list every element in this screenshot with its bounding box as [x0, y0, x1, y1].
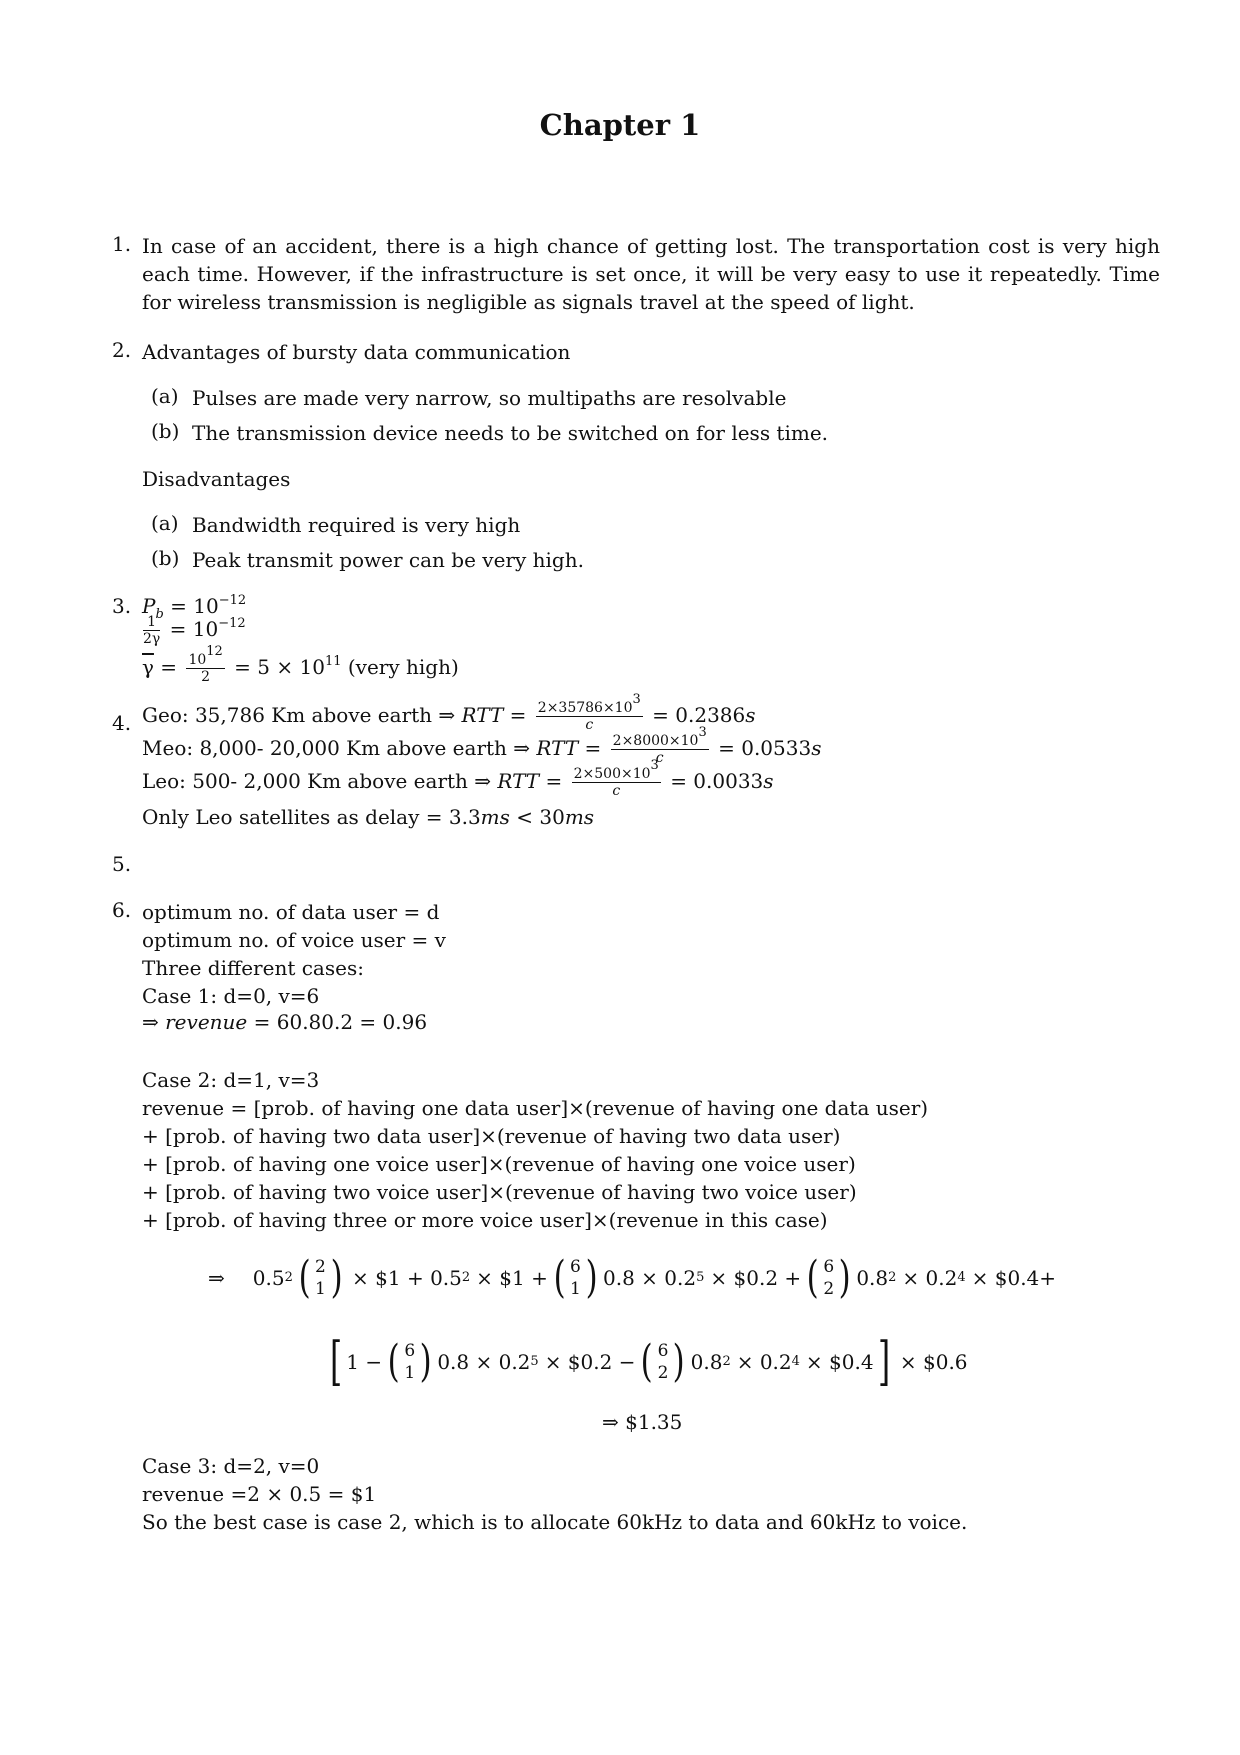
- q6-equation-row-2: [ 1 − ( 6 1 ) 0.8 × 0.2 5 × $0.2 − ( 6 2 ) 0.8 2 × 0.2 4 × $0.4 ] × $0.6: [330, 1332, 968, 1392]
- q4-leo-line: Leo: 500- 2,000 Km above earth ⇒ RTT = $\frac{2\times 500\times 10^3}{c}$ = 0.0033s: [142, 758, 774, 799]
- q6-case2-heading: Case 2: d=1, v=3: [142, 1068, 320, 1092]
- q6-conclusion: So the best case is case 2, which is to allocate 60kHz to data and 60kHz to voice.: [142, 1510, 968, 1534]
- q4-conclusion: Only Leo satellites as delay = 3.3ms < 30ms: [142, 805, 595, 829]
- q6-number: 6.: [112, 898, 132, 922]
- q6-case3-heading: Case 3: d=2, v=0: [142, 1454, 320, 1478]
- q4-geo-line: Geo: 35,786 Km above earth ⇒ RTT = $\frac{2\times 35786\times 10^3}{c}$ = 0.2386s: [142, 692, 756, 733]
- q3-line-1: $P_b = 10^{-12}$: [142, 593, 247, 622]
- q5-number: 5.: [112, 852, 132, 876]
- q6-line-d: optimum no. of data user = d: [142, 900, 440, 924]
- q6-equation-result: ⇒ $1.35: [602, 1410, 683, 1434]
- q6-case2-line-4: + [prob. of having two voice user]×(revenue of having two voice user): [142, 1180, 857, 1204]
- q6-line-cases: Three different cases:: [142, 956, 364, 980]
- q2-dis-a-text: Bandwidth required is very high: [192, 513, 521, 537]
- q2-disadvantages-heading: Disadvantages: [142, 467, 291, 491]
- q6-case2-line-2: + [prob. of having two data user]×(revenue of having two data user): [142, 1124, 841, 1148]
- q2-dis-b-text: Peak transmit power can be very high.: [192, 548, 584, 572]
- q6-line-v: optimum no. of voice user = v: [142, 928, 446, 952]
- q2-heading: Advantages of bursty data communication: [142, 340, 571, 364]
- q1-text: In case of an accident, there is a high chance of getting lost. The transportation cost is very high each time. However, if the infrastructure is set once, it will be very easy to use it repeatedly. Time for wireless transmission is negligible as signals travel at the speed of light.: [142, 234, 1160, 314]
- q2-adv-a-label: (a): [151, 384, 179, 408]
- binom-6-1-b: ( 6 1 ): [387, 1336, 432, 1387]
- q6-equation-row-1: ⇒ 0.5 2 ( 2 1 ) × $1 + 0.5 2 × $1 + ( 6 1 ) 0.8 × 0.2 5 × $0.2 + ( 6 2 ) 0.8 2 × 0.2 4 × $0.4+: [208, 1252, 1057, 1303]
- q6-case1: Case 1: d=0, v=6: [142, 984, 320, 1008]
- binom-2-1: ( 2 1 ): [298, 1252, 343, 1303]
- chapter-title: Chapter 1: [539, 108, 701, 142]
- binom-6-2: ( 6 2 ): [806, 1252, 851, 1303]
- q6-case2-line-1: revenue = [prob. of having one data user]×(revenue of having one data user): [142, 1096, 929, 1120]
- q6-case2-line-3: + [prob. of having one voice user]×(revenue of having one voice user): [142, 1152, 856, 1176]
- q6-case1-result: ⇒ revenue = 60.80.2 = 0.96: [142, 1010, 428, 1034]
- q2-dis-b-label: (b): [151, 546, 180, 570]
- binom-6-1: ( 6 1 ): [553, 1252, 598, 1303]
- q2-number: 2.: [112, 338, 132, 362]
- q1-number: 1.: [112, 232, 132, 256]
- q4-number: 4.: [112, 711, 132, 735]
- q4-meo-line: Meo: 8,000- 20,000 Km above earth ⇒ RTT = $\frac{2\times 8000\times 10^3}{c}$ = 0.0533s: [142, 725, 822, 766]
- q2-adv-a-text: Pulses are made very narrow, so multipaths are resolvable: [192, 386, 787, 410]
- binom-6-2-b: ( 6 2 ): [641, 1336, 686, 1387]
- q3-line-2: $\frac{1}{2\gamma}$ = $10^{-12}$: [143, 614, 246, 647]
- q2-adv-b-text: The transmission device needs to be switched on for less time.: [192, 421, 829, 445]
- q6-case3-revenue: revenue =2 × 0.5 = $1: [142, 1482, 377, 1506]
- q2-adv-b-label: (b): [151, 419, 180, 443]
- q3-number: 3.: [112, 594, 132, 618]
- q2-dis-a-label: (a): [151, 511, 179, 535]
- q6-case2-line-5: + [prob. of having three or more voice user]×(revenue in this case): [142, 1208, 828, 1232]
- q3-line-3: $\overline{\gamma}$ = $\frac{10^{12}}{2}$ = $5 \times 10^{11}$ (very high): [142, 644, 459, 685]
